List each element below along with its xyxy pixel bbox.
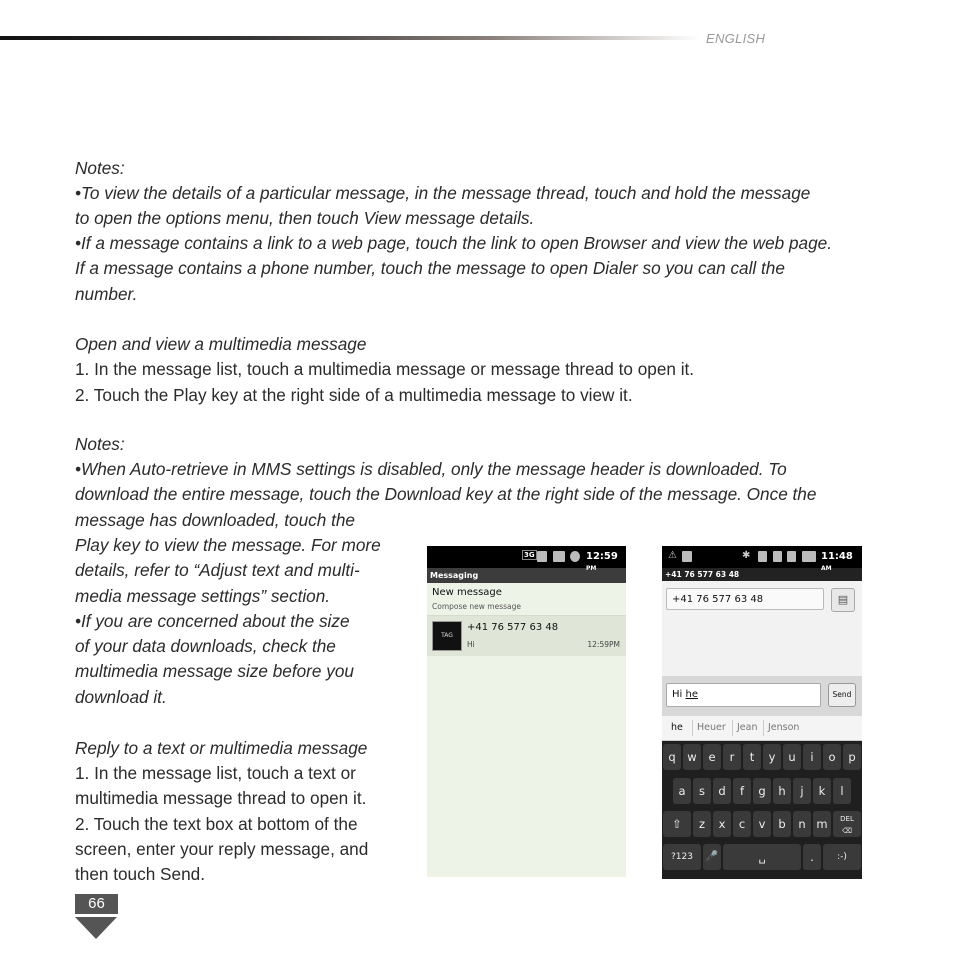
note-text: •If a message contains a link to a web page, touch the link to open Browser and view the web page. [75, 233, 832, 253]
backspace-icon: ⌫ [842, 827, 852, 835]
key[interactable]: h [773, 778, 791, 804]
suggestion-divider [692, 720, 693, 736]
notes-heading: Notes: [75, 158, 125, 178]
suggestion-item[interactable]: Jenson [768, 722, 800, 733]
thread-snippet: Hi [467, 640, 475, 649]
period-key[interactable]: . [803, 844, 821, 870]
key[interactable]: c [733, 811, 751, 837]
key[interactable]: d [713, 778, 731, 804]
key[interactable]: j [793, 778, 811, 804]
alarm-icon [570, 551, 580, 562]
conversation-screenshot [662, 546, 862, 879]
missed-call-icon [682, 551, 692, 562]
network-3g-icon: 3G [524, 551, 535, 559]
app-title: Messaging [427, 568, 626, 583]
note-text: download the entire message, touch the Download key at the right side of the message. Once the [75, 484, 817, 504]
note-text: •When Auto-retrieve in MMS settings is disabled, only the message header is downloaded. To [75, 459, 787, 479]
key[interactable]: y [763, 744, 781, 770]
status-bar [662, 546, 862, 572]
key[interactable]: e [703, 744, 721, 770]
suggestion-divider [732, 720, 733, 736]
key[interactable]: i [803, 744, 821, 770]
note-text: details, refer to “Adjust text and multi- [75, 560, 360, 580]
key[interactable]: o [823, 744, 841, 770]
bluetooth-icon: ✱ [742, 550, 751, 561]
recipient-field[interactable]: +41 76 577 63 48 [666, 588, 824, 610]
suggestion-item[interactable]: Jean [737, 722, 758, 733]
battery-icon [553, 551, 565, 562]
header-rule [0, 36, 700, 40]
messaging-list-screenshot [427, 546, 626, 877]
suggestion-item[interactable]: Heuer [697, 722, 726, 733]
send-button[interactable]: Send [828, 683, 856, 707]
key[interactable]: p [843, 744, 861, 770]
key[interactable]: g [753, 778, 771, 804]
contact-card-icon: ▤ [837, 593, 849, 606]
wifi-icon [758, 551, 767, 562]
key[interactable]: f [733, 778, 751, 804]
conversation-title: +41 76 577 63 48 [662, 568, 862, 581]
note-text: •To view the details of a particular message, in the message thread, touch and hold the message [75, 183, 811, 203]
space-key[interactable]: ␣ [723, 844, 801, 870]
section-title: Reply to a text or multimedia message [75, 738, 368, 758]
key[interactable]: z [693, 811, 711, 837]
status-bar [427, 546, 626, 572]
step-text: 1. In the message list, touch a multimedia message or message thread to open it. [75, 359, 695, 379]
step-text: 2. Touch the text box at bottom of the [75, 814, 358, 834]
key[interactable]: s [693, 778, 711, 804]
page-number-arrow [75, 917, 117, 939]
reply-input[interactable]: Hi he [666, 683, 821, 707]
key[interactable]: m [813, 811, 831, 837]
new-message-item[interactable] [427, 583, 626, 616]
notes-heading: Notes: [75, 434, 125, 454]
new-message-label: New message [432, 587, 502, 598]
key[interactable]: v [753, 811, 771, 837]
contact-avatar: TAG [432, 621, 462, 651]
key[interactable]: t [743, 744, 761, 770]
key[interactable]: q [663, 744, 681, 770]
language-label: ENGLISH [706, 31, 766, 46]
page-number: 66 [75, 894, 118, 914]
shift-key[interactable]: ⇧ [663, 811, 691, 837]
key[interactable]: u [783, 744, 801, 770]
note-text: •If you are concerned about the size [75, 611, 350, 631]
warning-icon: ⚠ [668, 550, 677, 561]
key[interactable]: w [683, 744, 701, 770]
contacts-button[interactable] [831, 588, 855, 612]
suggestion-divider [763, 720, 764, 736]
note-text: If a message contains a phone number, touch the message to open Dialer so you can call the [75, 258, 785, 278]
step-text: 1. In the message list, touch a text or [75, 763, 356, 783]
thread-time: 12:59PM [587, 640, 620, 649]
suggestion-item[interactable]: he [671, 722, 683, 733]
suggestion-strip [662, 716, 862, 741]
key[interactable]: l [833, 778, 851, 804]
note-text: download it. [75, 687, 167, 707]
smiley-key[interactable]: :-) [823, 844, 861, 870]
step-text: multimedia message thread to open it. [75, 788, 367, 808]
note-text: media message settings” section. [75, 586, 331, 606]
signal-icon [787, 551, 796, 562]
key[interactable]: b [773, 811, 791, 837]
delete-key[interactable]: DEL ⌫ [833, 811, 861, 837]
onscreen-keyboard [662, 741, 862, 879]
key[interactable]: a [673, 778, 691, 804]
step-text: 2. Touch the Play key at the right side of a multimedia message to view it. [75, 385, 633, 405]
sim-icon [773, 551, 782, 562]
message-thread-item[interactable] [427, 616, 626, 656]
microphone-icon[interactable]: 🎤 [703, 844, 721, 870]
step-text: screen, enter your reply message, and [75, 839, 369, 859]
step-text: then touch Send. [75, 864, 205, 884]
key[interactable]: k [813, 778, 831, 804]
thread-number: +41 76 577 63 48 [467, 622, 559, 633]
status-time: 11:48 AM [821, 551, 853, 572]
compose-bar [662, 676, 862, 716]
symbols-key[interactable]: ?123 [663, 844, 701, 870]
signal-icon [537, 551, 547, 562]
key[interactable]: x [713, 811, 731, 837]
compose-new-label: Compose new message [432, 602, 521, 611]
note-text: message has downloaded, touch the [75, 510, 355, 530]
note-text: to open the options menu, then touch View message details. [75, 208, 535, 228]
note-text: number. [75, 284, 138, 304]
note-text: of your data downloads, check the [75, 636, 336, 656]
note-text: Play key to view the message. For more [75, 535, 381, 555]
status-time: 12:59 PM [586, 551, 618, 572]
battery-icon [802, 551, 816, 562]
key[interactable]: r [723, 744, 741, 770]
section-title: Open and view a multimedia message [75, 334, 367, 354]
note-text: multimedia message size before you [75, 661, 354, 681]
key[interactable]: n [793, 811, 811, 837]
